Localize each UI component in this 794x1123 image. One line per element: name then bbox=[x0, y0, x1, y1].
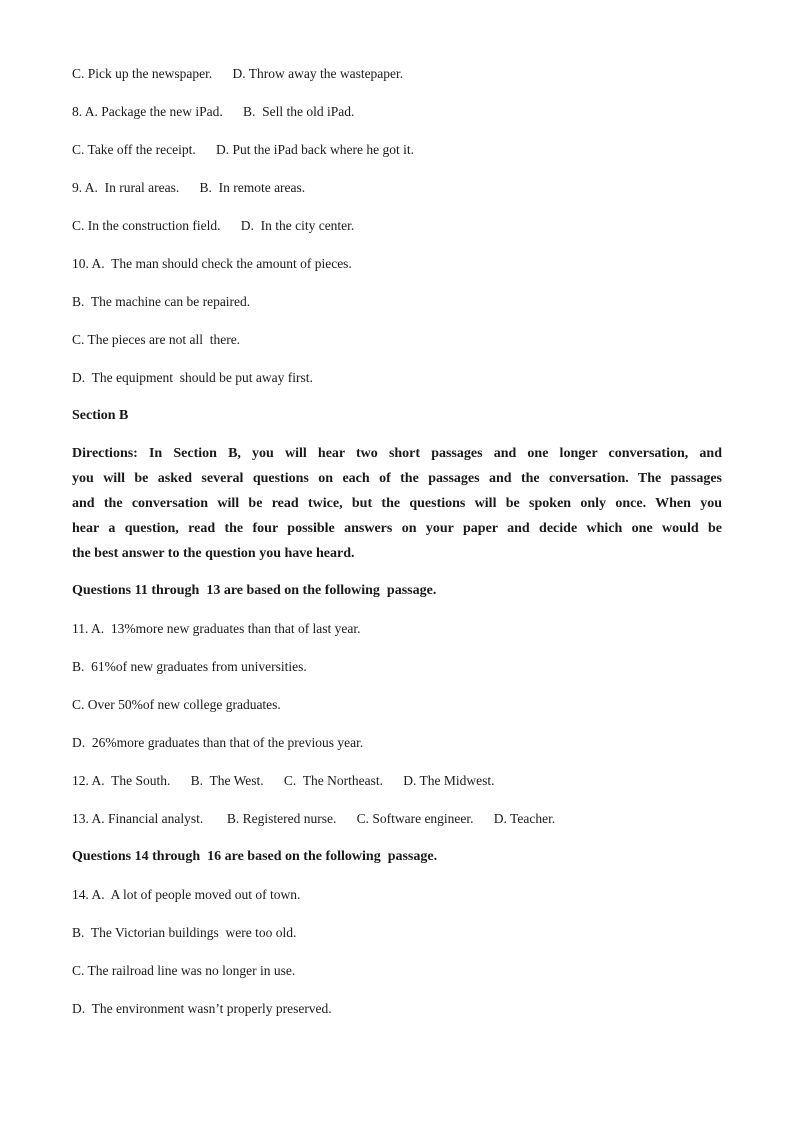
q10-option-d: D. The equipment should be put away first. bbox=[72, 370, 313, 385]
q9-options-ab: 9. A. In rural areas. B. In remote areas. bbox=[72, 180, 306, 195]
directions-line: and the conversation will be read twice, but the questions will be spoken only once. When you bbox=[72, 496, 722, 511]
q10-option-a: 10. A. The man should check the amount of pieces. bbox=[72, 256, 352, 271]
q14-option-b: B. The Victorian buildings were too old. bbox=[72, 925, 297, 940]
q10-option-c: C. The pieces are not all there. bbox=[72, 332, 241, 347]
q11-option-a: 11. A. 13%more new graduates than that of last year. bbox=[72, 621, 361, 636]
directions-line: hear a question, read the four possible answers on your paper and decide which one would be bbox=[72, 521, 722, 536]
q14-option-c: C. The railroad line was no longer in use. bbox=[72, 963, 296, 978]
q9-options-cd: C. In the construction field. D. In the city center. bbox=[72, 218, 355, 233]
q8-options-cd: C. Take off the receipt. D. Put the iPad back where he got it. bbox=[72, 142, 414, 157]
q14-option-a: 14. A. A lot of people moved out of town. bbox=[72, 887, 301, 902]
directions-paragraph bbox=[72, 441, 722, 566]
q14-option-d: D. The environment wasn’t properly preserved. bbox=[72, 1001, 332, 1016]
directions-line: Directions: In Section B, you will hear two short passages and one longer conversation, and bbox=[72, 446, 722, 461]
q10-option-b: B. The machine can be repaired. bbox=[72, 294, 251, 309]
q14-16-heading: Questions 14 through 16 are based on the following passage. bbox=[72, 849, 438, 864]
q11-option-d: D. 26%more graduates than that of the previous year. bbox=[72, 735, 364, 750]
directions-line: the best answer to the question you have heard. bbox=[72, 546, 355, 561]
q12-options: 12. A. The South. B. The West. C. The Northeast. D. The Midwest. bbox=[72, 773, 495, 788]
section-title: Section B bbox=[72, 408, 129, 423]
q13-options: 13. A. Financial analyst. B. Registered nurse. C. Software engineer. D. Teacher. bbox=[72, 811, 556, 826]
q11-option-b: B. 61%of new graduates from universities. bbox=[72, 659, 307, 674]
q11-option-c: C. Over 50%of new college graduates. bbox=[72, 697, 281, 712]
q8-options-ab: 8. A. Package the new iPad. B. Sell the old iPad. bbox=[72, 104, 355, 119]
q7-options-cd: C. Pick up the newspaper. D. Throw away the wastepaper. bbox=[72, 66, 404, 81]
q11-13-heading: Questions 11 through 13 are based on the following passage. bbox=[72, 583, 437, 598]
directions-line: you will be asked several questions on each of the passages and the conversation. The passages bbox=[72, 471, 722, 486]
